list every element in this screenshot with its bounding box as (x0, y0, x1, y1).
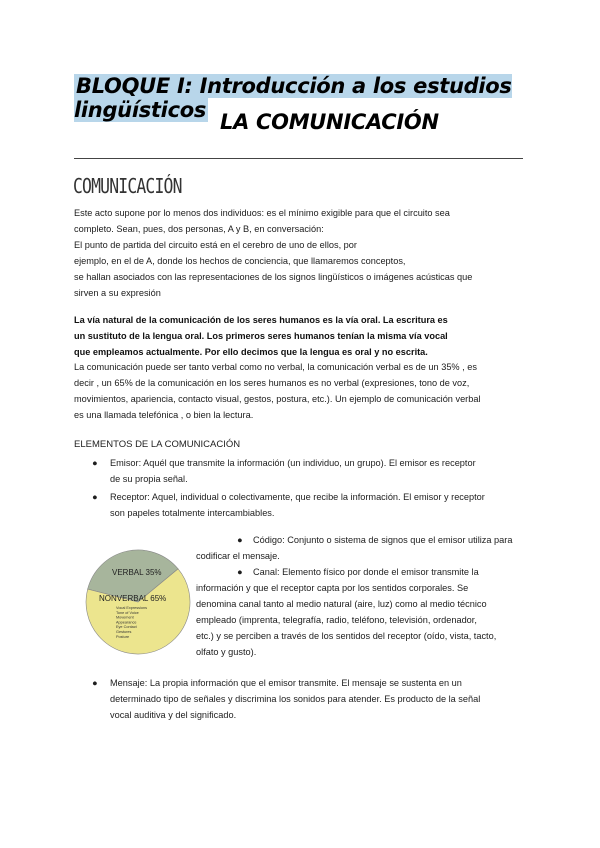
pie-label-verbal: VERBAL 35% (112, 568, 162, 577)
list-item-emisor (92, 455, 532, 487)
section-heading: COMUNICACIÓN (73, 174, 182, 198)
document-subtitle: LA COMUNICACIÓN (220, 110, 439, 134)
intro-paragraph (74, 205, 472, 301)
bullet-icon: ● (92, 458, 98, 468)
elements-heading: ELEMENTOS DE LA COMUNICACIÓN (74, 439, 241, 450)
item-line: empleado (imprenta, telegrafía, radio, teléfono, televisión, ordenador, (196, 615, 477, 625)
bullet-icon: ● (237, 567, 243, 577)
item-line: Mensaje: La propia información que el emisor transmite. El mensaje se sustenta en un (110, 678, 462, 688)
item-line: son papeles totalmente intercambiables. (110, 508, 275, 518)
intro-line: El punto de partida del circuito está en el cerebro de uno de ellos, por (74, 240, 357, 250)
elements-side-list-2 (227, 564, 527, 580)
bold-line: un sustituto de la lengua oral. Los primeros seres humanos tenían la misma vía vocal (74, 331, 448, 341)
intro-line: sirven a su expresión (74, 288, 161, 298)
item-line: denomina canal tanto al medio natural (aire, luz) como al medio técnico (196, 599, 487, 609)
intro-line: se hallan asociados con las representaciones de los signos lingüísticos o imágenes acústicas que (74, 272, 473, 282)
list-item-receptor (92, 489, 532, 521)
paragraph-line: movimientos, apariencia, contacto visual, gestos, postura, etc.). Un ejemplo de comunicación verbal (74, 394, 481, 404)
intro-line: ejemplo, en el de A, donde los hechos de conciencia, que llamaremos conceptos, (74, 256, 406, 266)
item-line: información y que el receptor capta por los sentidos corporales. Se (196, 583, 469, 593)
codigo-continuation (196, 548, 280, 564)
item-line: determinado tipo de señales y discrimina los sonidos para atender. Es producto de la señal (110, 694, 481, 704)
item-line: olfato y gusto). (196, 647, 257, 657)
pie-sublist-item: Tone of Voice (116, 610, 139, 615)
pie-sublist-item: Eye Contact (116, 625, 137, 630)
item-line: de su propia señal. (110, 474, 188, 484)
bold-line: que empleamos actualmente. Por ello decimos que la lengua es oral y no escrita. (74, 347, 428, 357)
item-line: Código: Conjunto o sistema de signos que el emisor utiliza para (253, 535, 513, 545)
item-line: Canal: Elemento físico por donde el emisor transmite la (253, 567, 479, 577)
list-item-mensaje (92, 675, 532, 723)
item-line: vocal auditiva y del significado. (110, 710, 237, 720)
bullet-icon: ● (92, 492, 98, 502)
bold-line: La vía natural de la comunicación de los seres humanos es la vía oral. La escritura es (74, 315, 448, 325)
elements-side-list (227, 532, 527, 548)
pie-sublist-item: Gestures (116, 630, 132, 634)
list-item-codigo (227, 532, 527, 548)
elements-list (92, 455, 532, 521)
pie-sublist-item: Vocal Expressions (116, 606, 148, 610)
paragraph-line: decir , un 65% de la comunicación en los seres humanos es no verbal (expresiones, tono de voz, (74, 378, 470, 388)
item-line: Receptor: Aquel, individual o colectivamente, que recibe la información. El emisor y receptor (110, 492, 485, 502)
pie-label-nonverbal: NONVERBAL 65% (99, 594, 167, 603)
paragraph-line: es una llamada telefónica , o bien la lectura. (74, 410, 254, 420)
intro-line: completo. Sean, pues, dos personas, A y B, en conversación: (74, 224, 324, 234)
paragraph-line: La comunicación puede ser tanto verbal como no verbal, la comunicación verbal es de un 35% , es (74, 362, 477, 372)
pie-sublist-item: Posture (116, 634, 130, 639)
bullet-icon: ● (237, 535, 243, 545)
bullet-icon: ● (92, 678, 98, 688)
pie-sublist-item: Appearance (116, 620, 137, 625)
list-item-canal (227, 564, 527, 580)
item-line: codificar el mensaje. (196, 551, 280, 561)
elements-list-bottom (92, 675, 532, 723)
item-line: Emisor: Aquél que transmite la información (un individuo, un grupo). El emisor es receptor (110, 458, 476, 468)
intro-line: Este acto supone por lo menos dos individuos: es el mínimo exigible para que el circuito sea (74, 208, 450, 218)
title-highlight: BLOQUE I: Introducción a los estudios lingüísticos (74, 74, 512, 122)
canal-continuation (196, 580, 496, 660)
bold-paragraph (74, 312, 448, 360)
verbal-paragraph (74, 359, 481, 423)
horizontal-rule (74, 158, 523, 159)
item-line: etc.) y se perciben a través de los sentidos del receptor (oído, vista, tacto, (196, 631, 497, 641)
pie-sublist-item: Movement (116, 615, 134, 620)
communication-pie-chart (84, 548, 192, 656)
